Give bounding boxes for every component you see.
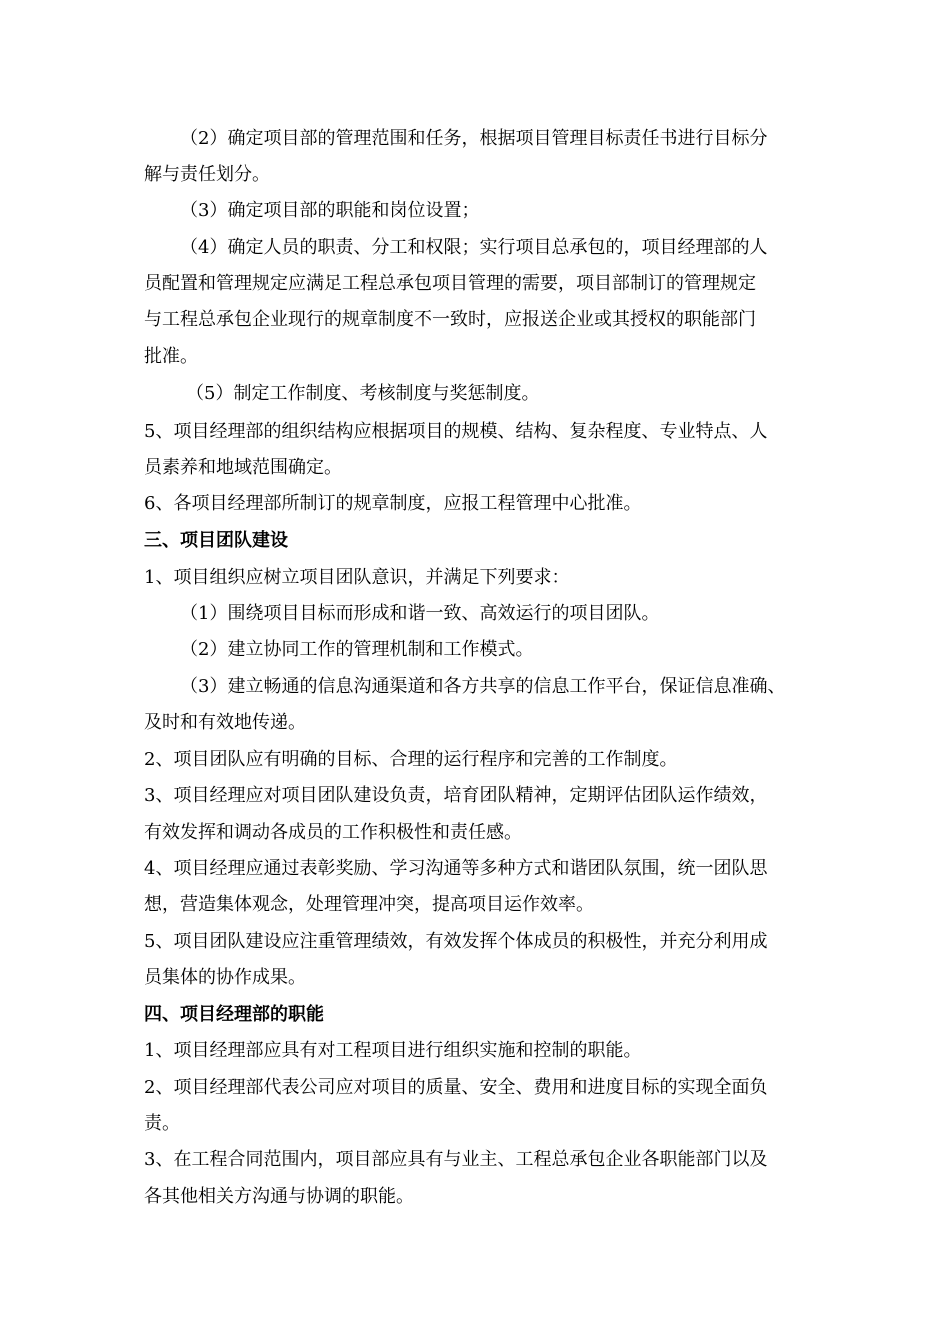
text-line: 及时和有效地传递。 xyxy=(144,712,306,733)
text-line: 各其他相关方沟通与协调的职能。 xyxy=(144,1186,414,1207)
section-heading: 四、项目经理部的职能 xyxy=(144,1004,324,1025)
text-line: 解与责任划分。 xyxy=(144,164,270,185)
text-line: 有效发挥和调动各成员的工作积极性和责任感。 xyxy=(144,822,522,843)
text-line: 5、项目团队建设应注重管理绩效，有效发挥个体成员的积极性，并充分利用成 xyxy=(144,931,768,952)
text-line: （2）确定项目部的管理范围和任务，根据项目管理目标责任书进行目标分 xyxy=(180,128,768,149)
text-line: 想，营造集体观念，处理管理冲突，提高项目运作效率。 xyxy=(144,894,594,915)
text-line: （3）建立畅通的信息沟通渠道和各方共享的信息工作平台，保证信息准确、 xyxy=(180,676,786,697)
text-line: 6、各项目经理部所制订的规章制度，应报工程管理中心批准。 xyxy=(144,493,642,514)
text-line: 3、在工程合同范围内，项目部应具有与业主、工程总承包企业各职能部门以及 xyxy=(144,1149,768,1170)
text-line: （5）制定工作制度、考核制度与奖惩制度。 xyxy=(186,383,540,404)
text-line: （3）确定项目部的职能和岗位设置； xyxy=(180,200,480,221)
text-line: 批准。 xyxy=(144,346,198,367)
text-line: （4）确定人员的职责、分工和权限；实行项目总承包的，项目经理部的人 xyxy=(180,237,768,258)
text-line: （2）建立协同工作的管理机制和工作模式。 xyxy=(180,639,534,660)
text-line: 员素养和地域范围确定。 xyxy=(144,457,342,478)
text-line: 1、项目经理部应具有对工程项目进行组织实施和控制的职能。 xyxy=(144,1040,642,1061)
text-line: （1）围绕项目目标而形成和谐一致、高效运行的项目团队。 xyxy=(180,603,660,624)
text-line: 4、项目经理应通过表彰奖励、学习沟通等多种方式和谐团队氛围，统一团队思 xyxy=(144,858,768,879)
text-line: 2、项目团队应有明确的目标、合理的运行程序和完善的工作制度。 xyxy=(144,749,678,770)
text-line: 2、项目经理部代表公司应对项目的质量、安全、费用和进度目标的实现全面负 xyxy=(144,1077,768,1098)
text-line: 5、项目经理部的组织结构应根据项目的规模、结构、复杂程度、专业特点、人 xyxy=(144,421,768,442)
text-line: 员配置和管理规定应满足工程总承包项目管理的需要，项目部制订的管理规定 xyxy=(144,273,756,294)
text-line: 员集体的协作成果。 xyxy=(144,967,306,988)
text-line: 责。 xyxy=(144,1113,180,1134)
text-line: 3、项目经理应对项目团队建设负责，培育团队精神，定期评估团队运作绩效， xyxy=(144,785,768,806)
text-line: 1、项目组织应树立项目团队意识，并满足下列要求： xyxy=(144,567,570,588)
section-heading: 三、项目团队建设 xyxy=(144,530,288,551)
text-line: 与工程总承包企业现行的规章制度不一致时，应报送企业或其授权的职能部门 xyxy=(144,309,756,330)
